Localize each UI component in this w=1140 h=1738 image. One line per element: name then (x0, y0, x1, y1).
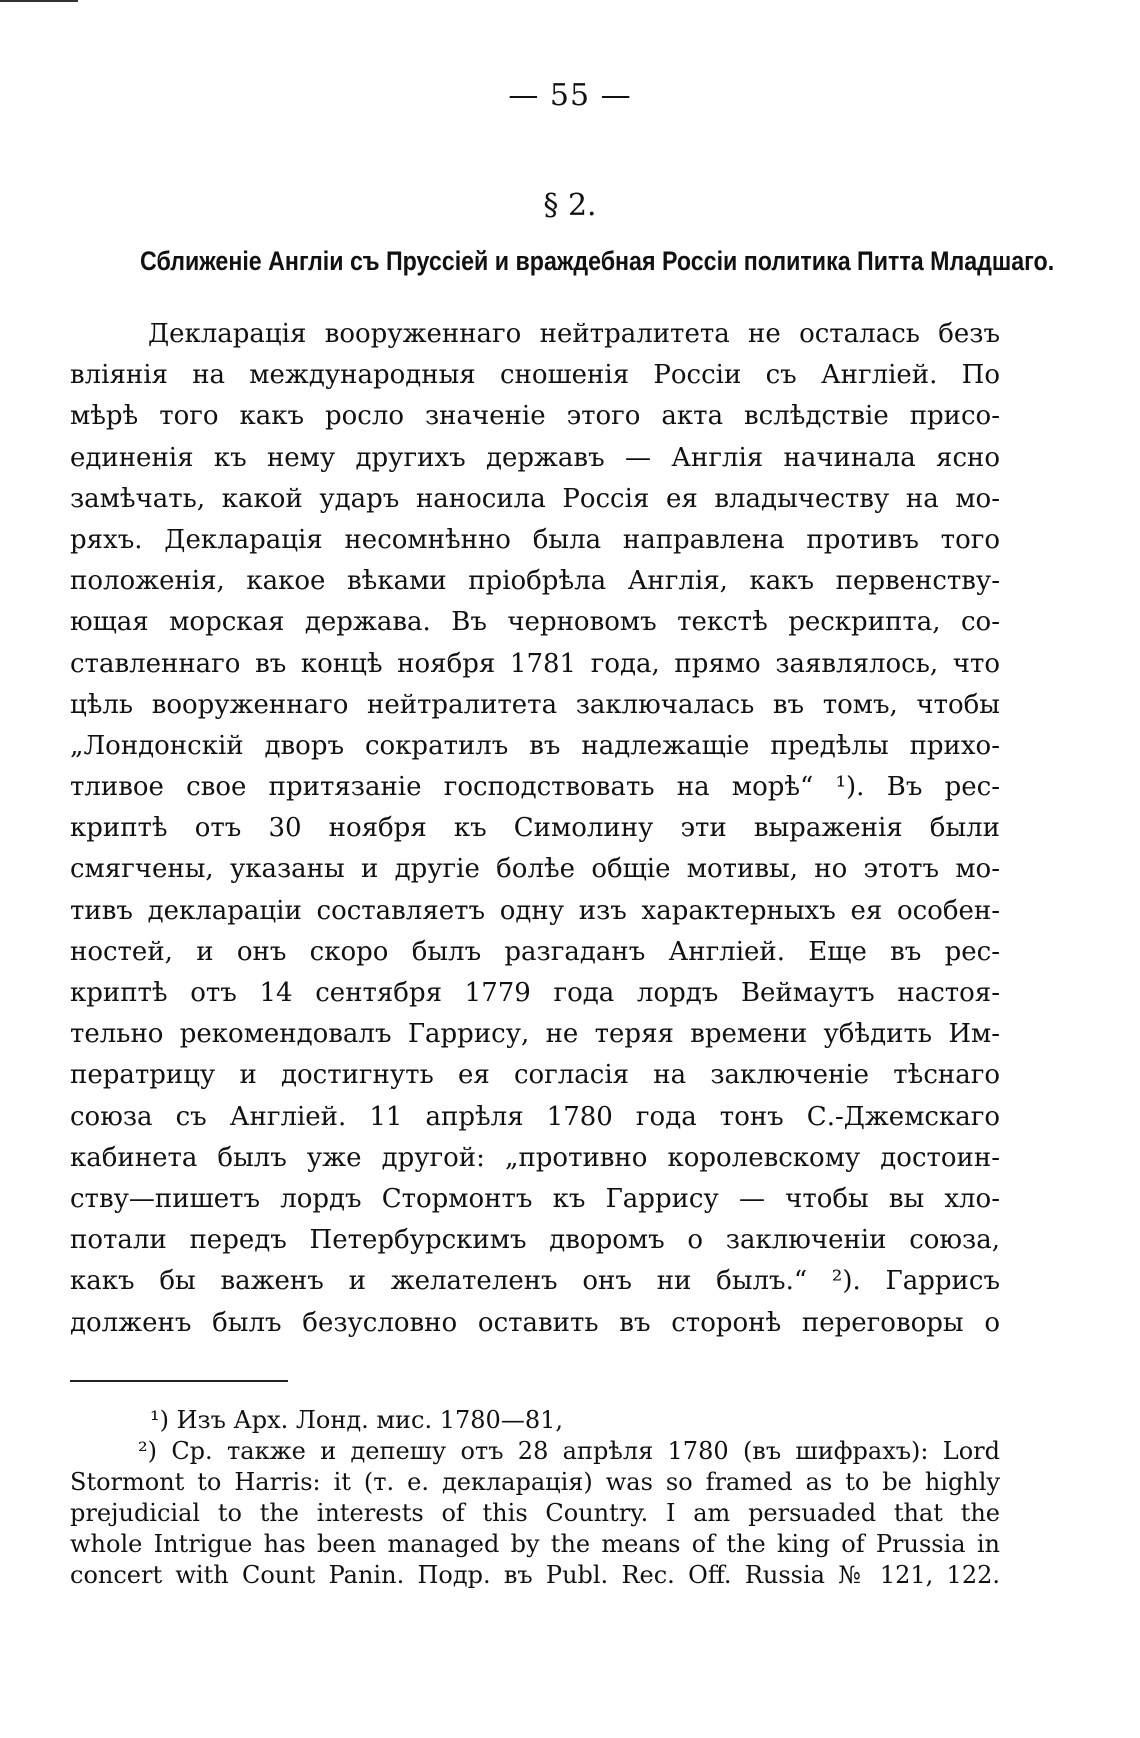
footnote-2-continued: Stormont to Harris: it (т. е. декларація) was so framed as to be highly (70, 1468, 1000, 1496)
body-line: ностей, и онъ скоро былъ разгаданъ Англіей. Еще въ рес- (70, 936, 1000, 967)
body-line: цѣль вооруженнаго нейтралитета заключалась въ томъ, чтобы (70, 689, 1000, 720)
body-line: криптѣ отъ 14 сентября 1779 года лордъ Веймаутъ настоя- (70, 978, 1000, 1008)
section-number: § 2. (543, 188, 597, 223)
footnote-2-continued: prejudicial to the interests of this Country. I am persuaded that the (70, 1499, 1000, 1527)
scan-corner-mark (0, 0, 78, 2)
footnote-2-continued: whole Intrigue has been managed by the means of the king of Prussia in (70, 1530, 1000, 1558)
body-line: „Лондонскій дворъ сократилъ въ надлежащіе предѣлы прихо- (70, 730, 1000, 761)
footnote-2-continued: concert with Count Panin. Подр. въ Publ. Rec. Off. Russia № 121, 122. (70, 1561, 1000, 1589)
body-line: тельно рекомендовалъ Гаррису, не теряя времени убѣдить Им- (70, 1019, 1000, 1050)
body-line: Декларація вооруженнаго нейтралитета не осталась безъ (148, 319, 1000, 349)
body-line: тливое свое притязаніе господствовать на морѣ“ ¹). Въ рес- (70, 772, 1000, 803)
body-line: ряхъ. Декларація несомнѣнно была направлена противъ того (70, 524, 1000, 555)
section-title: Сближеніе Англіи съ Пруссіей и враждебная Россіи политика Питта Младшаго. (140, 246, 1055, 276)
body-line: потали передъ Петербурскимъ дворомъ о заключеніи союза, (70, 1225, 1000, 1256)
page-number: — 55 — (508, 78, 632, 113)
body-line: ству—пишетъ лордъ Стормонтъ къ Гаррису — чтобы вы хло- (70, 1183, 1000, 1214)
body-line: какъ бы важенъ и желателенъ онъ ни былъ.“ ²). Гаррисъ (70, 1266, 1000, 1297)
body-line: замѣчать, какой ударъ наносила Россія ея владычеству на мо- (70, 483, 1000, 514)
body-line: смягчены, указаны и другіе болѣе общіе мотивы, но этотъ мо- (70, 854, 1000, 885)
footnote-2: ²) Ср. также и депешу отъ 28 апрѣля 1780 (въ шифрахъ): Lord (138, 1437, 1000, 1465)
body-line: союза съ Англіей. 11 апрѣля 1780 года тонъ С.-Джемскаго (70, 1101, 1000, 1132)
body-line: единенія къ нему другихъ державъ — Англія начинала ясно (70, 442, 1000, 473)
body-line: криптѣ отъ 30 ноября къ Симолину эти выраженія были (70, 813, 1000, 844)
footnote-1: ¹) Изъ Арх. Лонд. мис. 1780—81, (150, 1406, 563, 1434)
body-line: мѣрѣ того какъ росло значеніе этого акта вслѣдствіе присо- (70, 401, 1000, 432)
body-text (70, 314, 1000, 1344)
footnote-divider (70, 1380, 288, 1382)
body-line: ператрицу и достигнуть ея согласія на заключеніе тѣснаго (70, 1060, 1000, 1091)
body-line: вліянія на международныя сношенія Россіи съ Англіей. По (70, 360, 1000, 391)
body-line: долженъ былъ безусловно оставить въ сторонѣ переговоры о (70, 1307, 1000, 1338)
body-line: ставленнаго въ концѣ ноября 1781 года, прямо заявлялось, что (70, 648, 1000, 679)
body-line: тивъ деклараціи составляетъ одну изъ характерныхъ ея особен- (70, 895, 1000, 926)
body-line: ющая морская держава. Въ черновомъ текстѣ рескрипта, со- (70, 607, 1000, 638)
footnotes (70, 1405, 1000, 1591)
body-line: положенія, какое вѣками пріобрѣла Англія, какъ первенству- (70, 566, 1000, 597)
body-line: кабинета былъ уже другой: „противно королевскому достоин- (70, 1142, 1000, 1173)
